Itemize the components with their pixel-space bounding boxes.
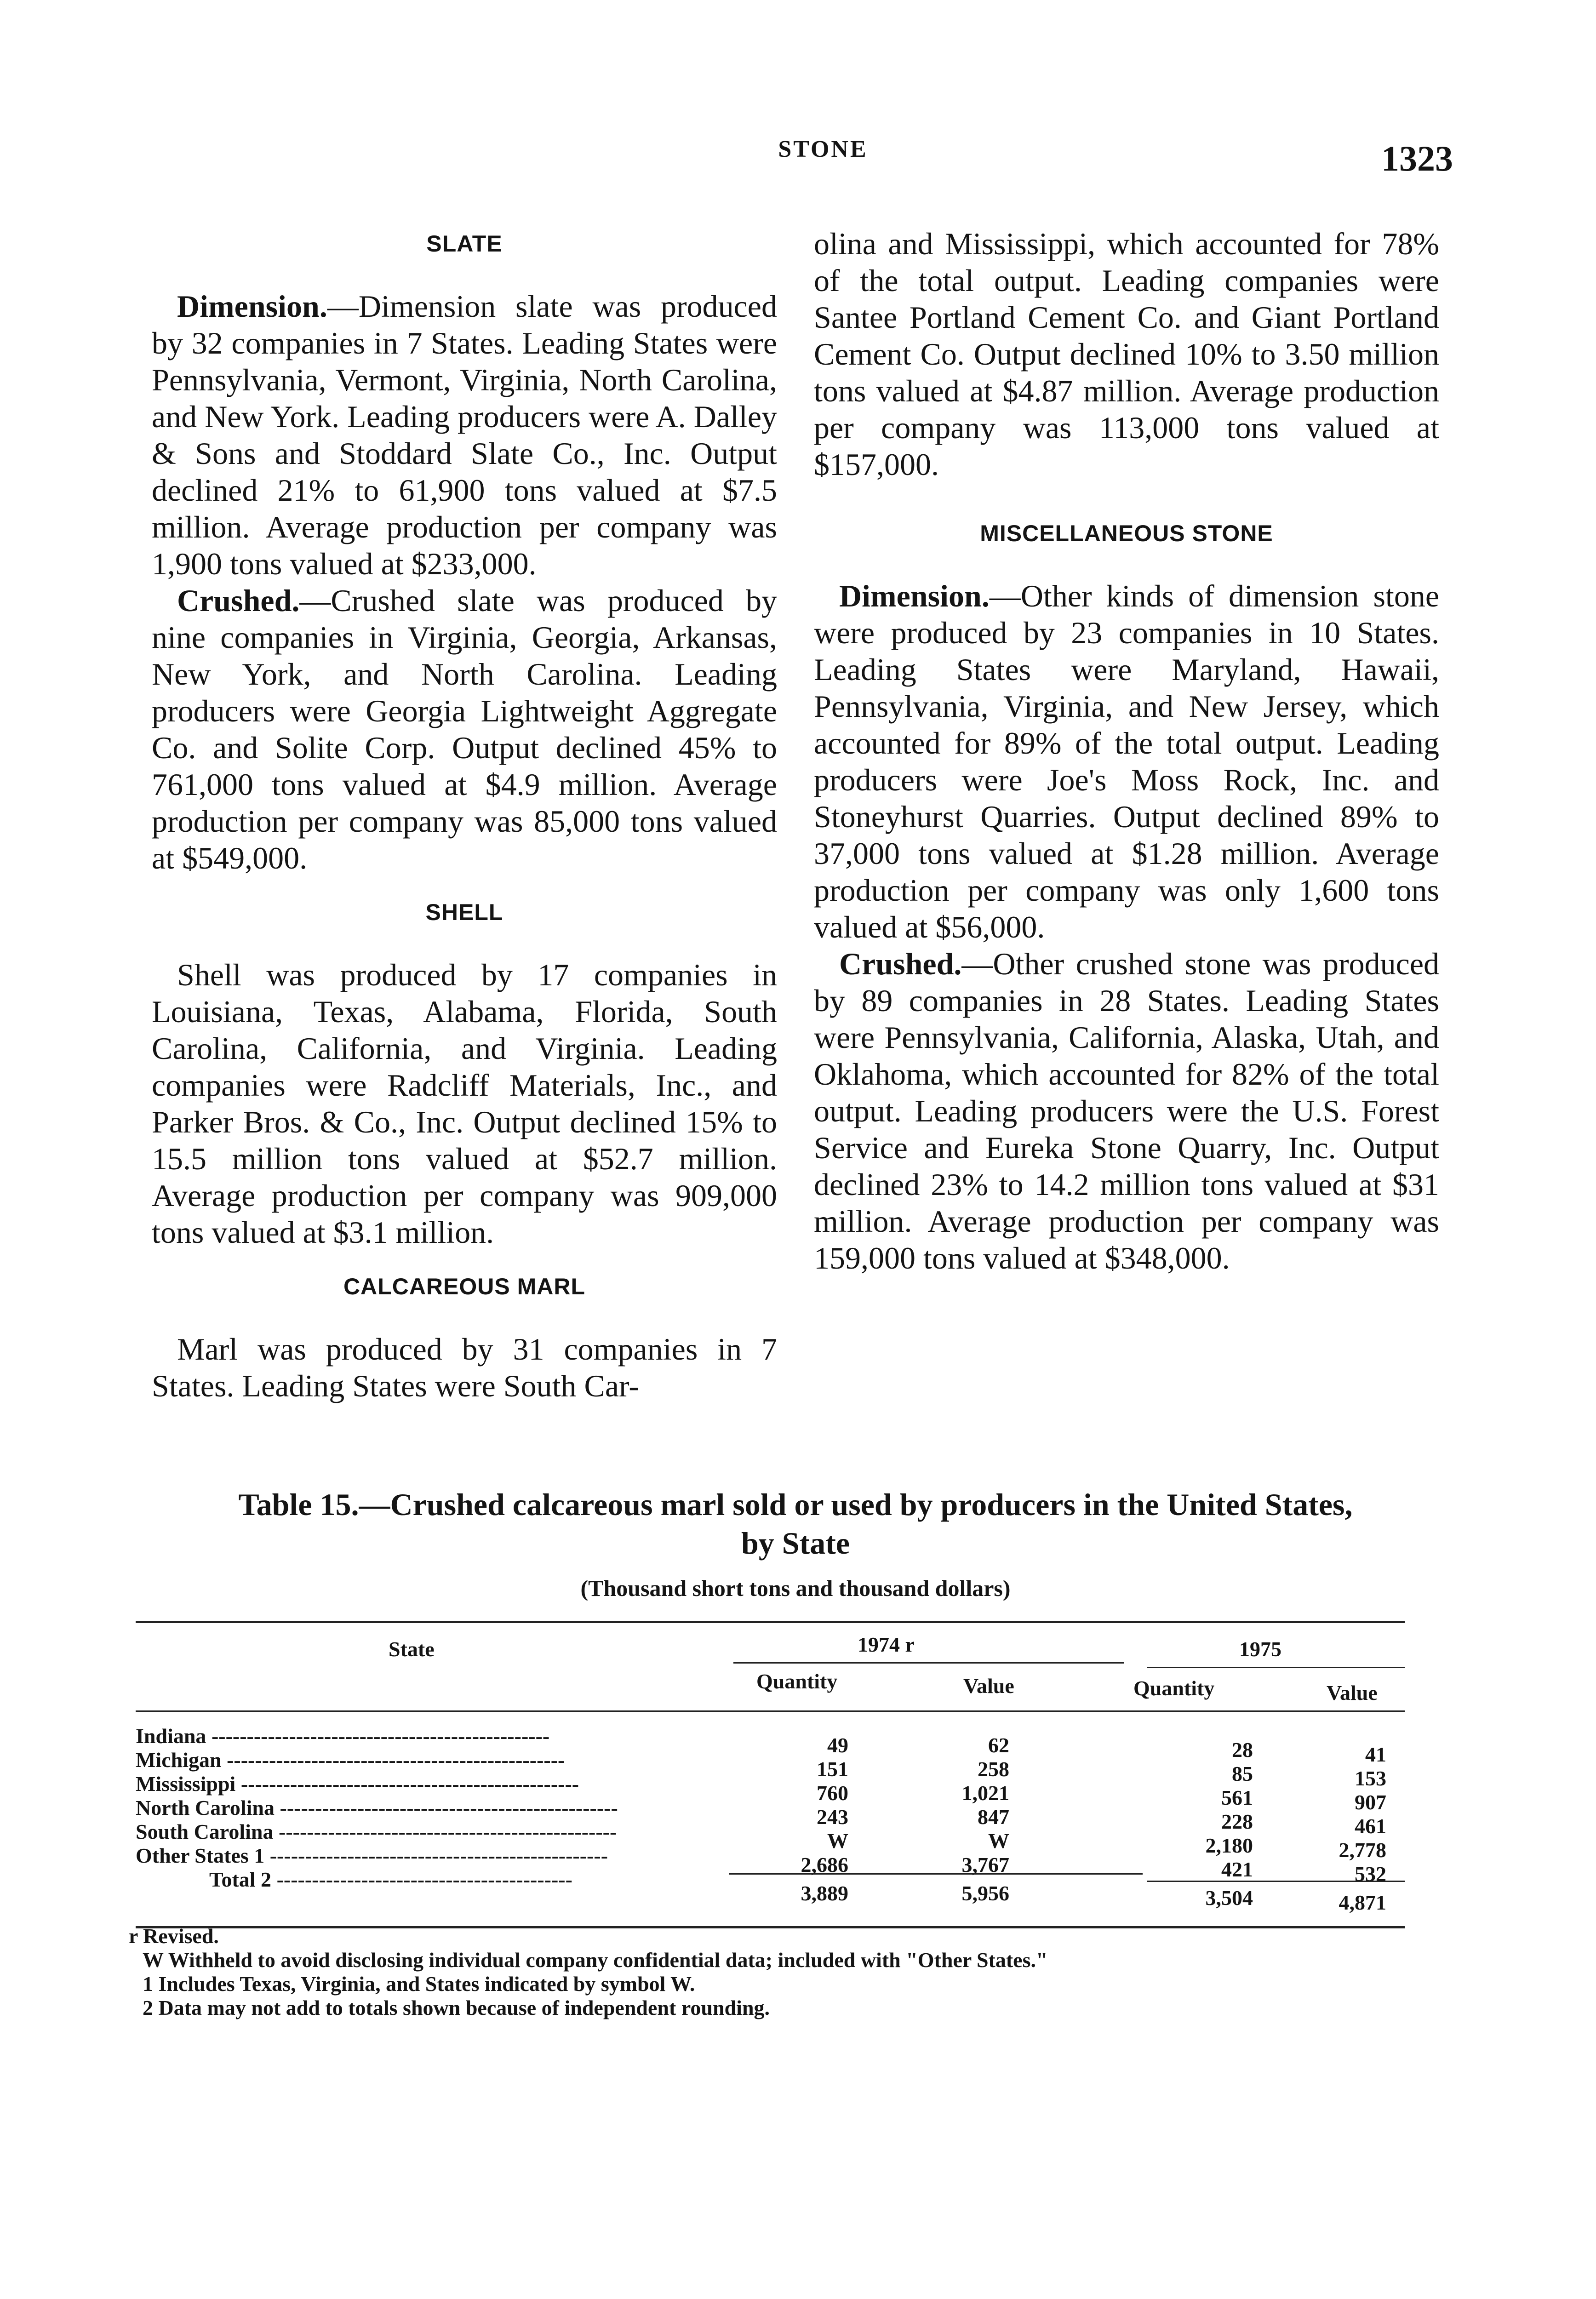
slate-dimension-text: —Dimension slate was produced by 32 companies in 7 States. Leading States were Pennsylvania, Vermont, Virginia, North Carolina, and New York. Leading producers were A. Dalley & Sons and Stoddard Slate Co., Inc. Output declined 21% to 61,900 tons valued at $7.5 million. Average production per company was 1,900 tons valued at $233,000. (152, 289, 777, 581)
slate-crushed-runin: Crushed. (177, 583, 300, 618)
header-bottom-rule (136, 1710, 1405, 1712)
total-row (136, 1868, 1405, 1914)
cell-q1974: 151 (817, 1757, 848, 1781)
shell-paragraph: Shell was produced by 17 companies in Louisiana, Texas, Alabama, Florida, South Carolina, California, and Virginia. Leading companies were Radcliff Materials, Inc., and Parker Bros. & Co., Inc. Output declined 15% to 15.5 million tons valued at $52.7 million. Average production per company was 909,000 tons valued at $3.1 million. (152, 957, 777, 1250)
value-1975-header: Value (1327, 1681, 1378, 1704)
running-head: STONE (778, 136, 868, 162)
cell-q1975: 85 (1232, 1762, 1253, 1785)
cell-v1974: 258 (978, 1757, 1009, 1781)
total-rule-1975 (1147, 1881, 1405, 1882)
cell-v1975: 907 (1355, 1790, 1386, 1814)
slate-dimension-paragraph (152, 288, 777, 582)
marl-continued-paragraph: olina and Mississippi, which accounted for 78% of the total output. Leading companies were Santee Portland Cement Co. and Giant Portland Cement Co. Output declined 10% to 3.50 million tons valued at $4.87 million. Average production per company was 113,000 tons valued at $157,000. (814, 226, 1439, 482)
table-title-line2: by State (741, 1526, 850, 1561)
year-1974-header: 1974 r (858, 1633, 915, 1656)
misc-dimension-paragraph (814, 578, 1439, 945)
table-title-line1: Table 15.—Crushed calcareous marl sold or used by producers in the United States, (238, 1487, 1353, 1522)
total-rule-1974 (729, 1873, 1143, 1875)
misc-stone-heading: MISCELLANEOUS STONE (980, 520, 1273, 546)
cell-total-q1974: 3,889 (801, 1882, 848, 1905)
cell-q1974: 760 (817, 1781, 848, 1805)
left-column (152, 225, 777, 1404)
quantity-1975-header: Quantity (1133, 1676, 1215, 1700)
cell-v1975: 153 (1355, 1767, 1386, 1790)
row-state: Indiana ------------------------------------------------ (136, 1724, 550, 1748)
marl-heading: CALCAREOUS MARL (343, 1274, 586, 1299)
row-state: North Carolina ------------------------------------------------ (136, 1796, 618, 1819)
footnote-1: 1 Includes Texas, Virginia, and States indicated by symbol W. (143, 1972, 695, 1996)
table-body (136, 1724, 1405, 1914)
slate-crushed-text: —Crushed slate was produced by nine companies in Virginia, Georgia, Arkansas, New York, and North Carolina. Leading producers were Georgia Lightweight Aggregate Co. and Solite Corp. Output declined 45% to 761,000 tons valued at $4.9 million. Average production per company was 85,000 tons valued at $549,000. (152, 583, 777, 875)
marl-paragraph: Marl was produced by 31 companies in 7 States. Leading States were South Car- (152, 1332, 777, 1403)
cell-q1974: 2,686 (801, 1853, 848, 1876)
cell-total-q1975: 3,504 (1205, 1886, 1253, 1910)
footnote-revised: r Revised. (129, 1924, 219, 1948)
year-1975-rule (1147, 1667, 1405, 1668)
footnote-2: 2 Data may not add to totals shown because of independent rounding. (143, 1996, 770, 2019)
cell-v1975: 41 (1365, 1743, 1386, 1766)
quantity-1974-header: Quantity (756, 1670, 838, 1693)
shell-heading: SHELL (425, 899, 503, 925)
row-state: Mississippi ------------------------------------------------ (136, 1772, 579, 1796)
cell-total-v1975: 4,871 (1339, 1891, 1386, 1914)
slate-heading: SLATE (426, 231, 503, 257)
row-state: Michigan ------------------------------------------------ (136, 1748, 565, 1772)
right-column (814, 225, 1439, 1276)
cell-q1974: 243 (817, 1805, 848, 1829)
state-column-header: State (389, 1637, 435, 1661)
year-1974-rule (733, 1662, 1124, 1664)
marl-table (136, 1621, 1405, 1928)
cell-total-v1974: 5,956 (961, 1882, 1009, 1905)
row-state: South Carolina ------------------------------------------------ (136, 1820, 617, 1843)
value-1974-header: Value (963, 1674, 1014, 1698)
year-1975-header: 1975 (1239, 1637, 1281, 1661)
cell-v1974: W (988, 1829, 1009, 1853)
misc-dimension-text: —Other kinds of dimension stone were produced by 23 companies in 10 States. Leading States were Maryland, Hawaii, Pennsylvania, Virginia, and New Jersey, which accounted for 89% of the total output. Leading producers were Joe's Moss Rock, Inc. and Stoneyhurst Quarries. Output declined 89% to 37,000 tons valued at $1.28 million. Average production per company was only 1,600 tons valued at $56,000. (814, 578, 1439, 944)
total-label: Total 2 ------------------------------------------ (209, 1868, 572, 1891)
cell-q1975: 561 (1221, 1786, 1253, 1809)
table-footnotes (129, 1924, 1416, 2020)
misc-crushed-paragraph (814, 945, 1439, 1276)
cell-v1975: 461 (1355, 1814, 1386, 1838)
cell-q1975: 28 (1232, 1738, 1253, 1761)
table-header (136, 1623, 1405, 1724)
misc-dimension-runin: Dimension. (839, 578, 990, 613)
cell-q1975: 421 (1221, 1858, 1253, 1881)
footnote-withheld: W Withheld to avoid disclosing individual company confidential data; included with "Other States." (143, 1948, 1048, 1972)
cell-v1975: 532 (1355, 1862, 1386, 1886)
cell-v1974: 62 (988, 1733, 1009, 1757)
misc-crushed-runin: Crushed. (839, 946, 962, 981)
cell-v1974: 847 (978, 1805, 1009, 1829)
misc-crushed-text: —Other crushed stone was produced by 89 companies in 28 States. Leading States were Pennsylvania, California, Alaska, Utah, and Oklahoma, which accounted for 82% of the total output. Leading producers were the U.S. Forest Service and Eureka Stone Quarry, Inc. Output declined 23% to 14.2 million tons valued at $31 million. Average production per company was 159,000 tons valued at $348,000. (814, 946, 1439, 1275)
row-state: Other States 1 ------------------------------------------------ (136, 1844, 608, 1867)
cell-v1974: 3,767 (961, 1853, 1009, 1876)
cell-q1974: 49 (827, 1733, 848, 1757)
cell-v1974: 1,021 (961, 1781, 1009, 1805)
cell-v1975: 2,778 (1339, 1838, 1386, 1862)
page-number: 1323 (1381, 138, 1453, 178)
cell-q1974: W (827, 1829, 848, 1853)
slate-dimension-runin: Dimension. (177, 289, 327, 324)
slate-crushed-paragraph (152, 582, 777, 876)
table-subtitle: (Thousand short tons and thousand dollars) (580, 1575, 1011, 1601)
cell-q1975: 228 (1221, 1810, 1253, 1833)
table-title (152, 1485, 1439, 1562)
cell-q1975: 2,180 (1205, 1834, 1253, 1857)
